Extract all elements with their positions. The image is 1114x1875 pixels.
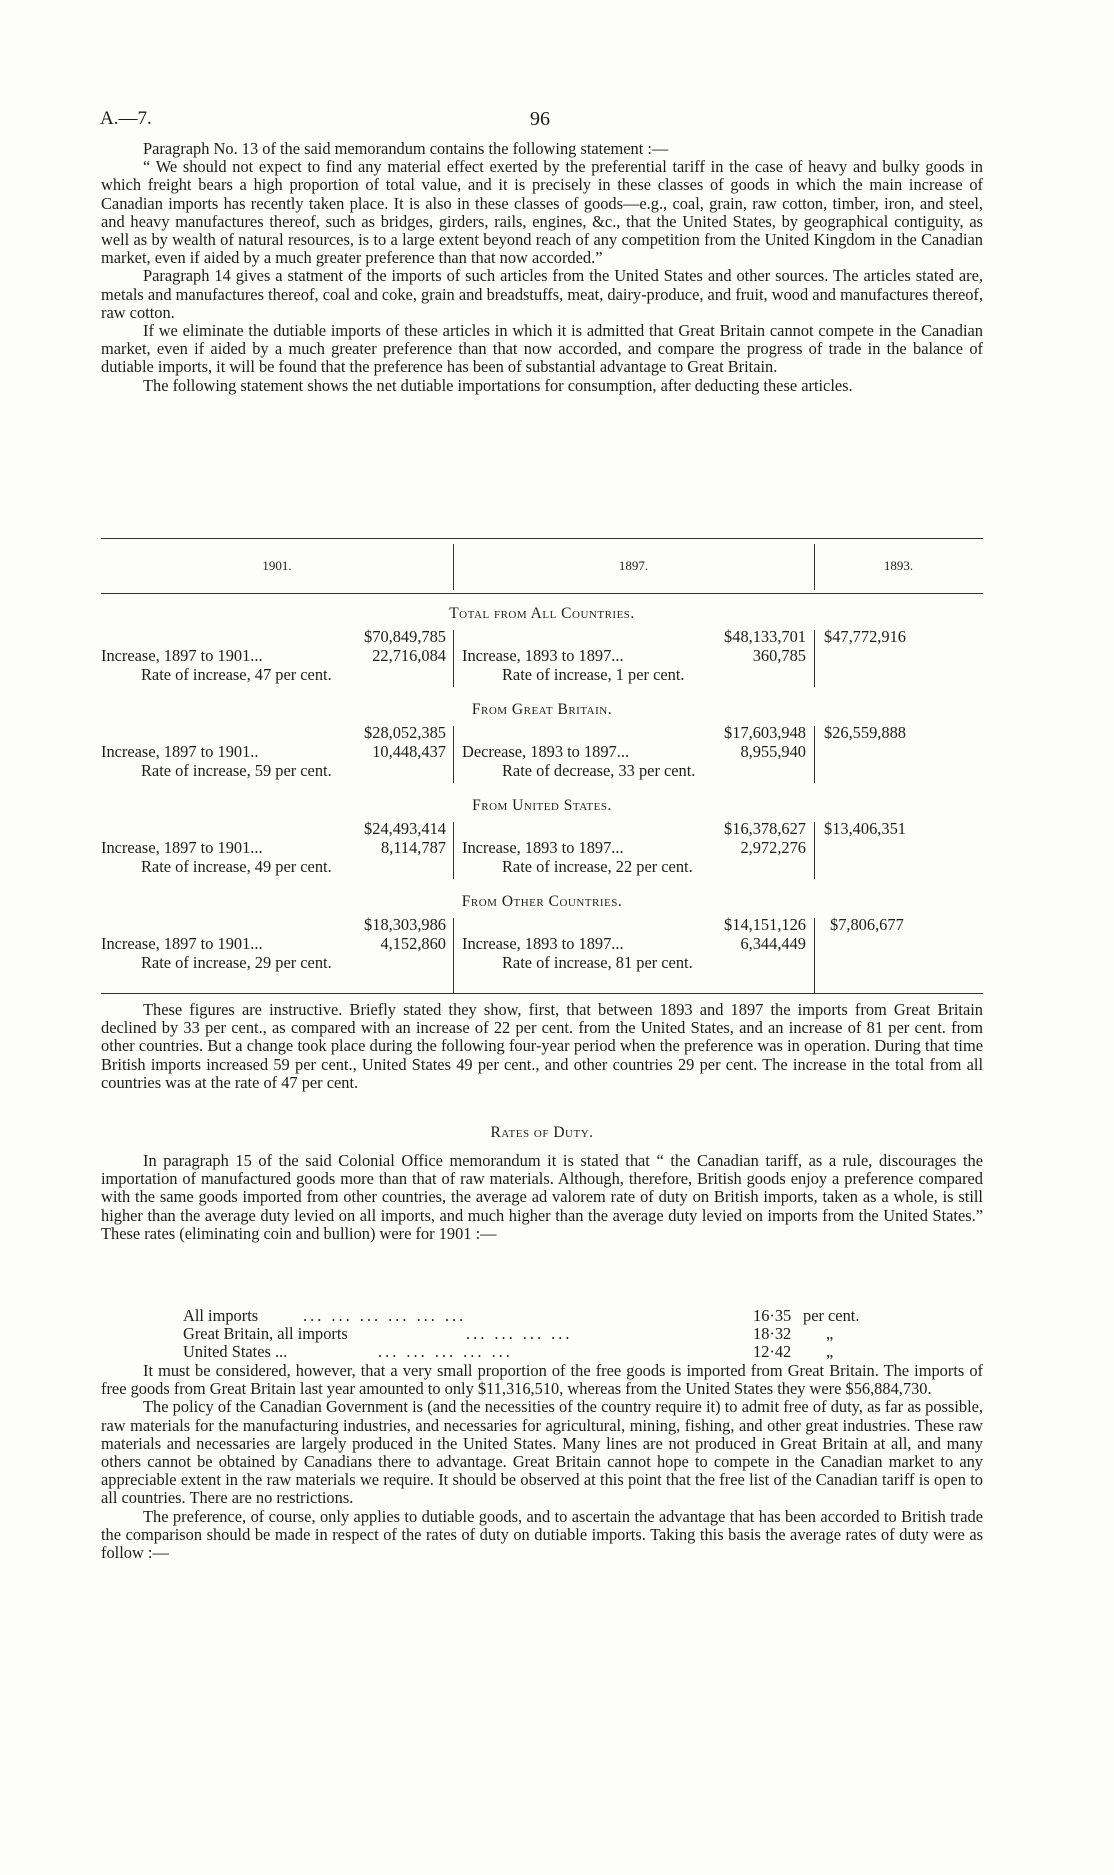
duty-rates-list <box>183 1307 903 1362</box>
rates-of-duty-heading: Rates of Duty. <box>490 1124 594 1141</box>
rate-label: Great Britain, all imports <box>183 1324 348 1344</box>
cell-1901 <box>101 723 446 780</box>
rates-text <box>101 1152 983 1243</box>
rate-text: Rate of increase, 49 per cent. <box>141 857 332 876</box>
column-divider <box>814 726 815 783</box>
rate-label: United States ... <box>183 1342 288 1362</box>
column-divider <box>453 918 454 993</box>
change-label: Increase, 1897 to 1901... <box>101 646 263 665</box>
change-value: 4,152,860 <box>380 934 446 953</box>
section-title: From United States. <box>472 797 612 814</box>
column-header-1893: 1893. <box>883 558 914 573</box>
paragraph: Paragraph No. 13 of the said memorandum contains the following statement :— <box>143 139 669 158</box>
total-value: $16,378,627 <box>724 819 806 838</box>
paragraph: These figures are instructive. Briefly stated they show, first, that between 1893 and 1897 the imports from Great Britain declined by 33 per cent., as compared with an increase of 22 per cent. from the United States, and an increase of 81 per cent. from other countries. But a change took place during the following four-year period when the preference was in operation. During that time British imports increased 59 per cent., United States 49 per cent., and other countries 29 per cent. The increase in the total from all countries was at the rate of 47 per cent. <box>101 1000 983 1092</box>
column-header-1897: 1897. <box>618 558 649 573</box>
cell-1897 <box>462 627 806 684</box>
change-label: Increase, 1893 to 1897... <box>462 646 624 665</box>
column-divider <box>814 918 815 993</box>
change-value: 8,114,787 <box>381 838 446 857</box>
intro-text <box>101 140 983 395</box>
rate-unit: per cent. <box>803 1306 860 1325</box>
quotation-paragraph: “ We should not expect to find any material effect exerted by the preferential tariff in the case of heavy and bulky goods in which freight bears a high proportion of total value, and it is precisely in these classes of goods in which the main increase of Canadian imports has recently taken place. It is also in these classes of goods—e.g., coal, grain, raw cotton, timber, iron, and steel, and heavy manufactures thereof, such as bridges, girders, rails, engines, &c., that the United States, by geographical contiguity, as well as by wealth of natural resources, is to a large extent beyond reach of any competition from the United Kingdom in the Canadian market, even if aided by a much greater preference than that now accorded.” <box>101 157 983 268</box>
rate-label: All imports <box>183 1306 259 1325</box>
cell-1893: $7,806,677 <box>830 915 904 934</box>
rate-text: Rate of increase, 59 per cent. <box>141 761 332 780</box>
total-value: $24,493,414 <box>364 819 446 838</box>
change-label: Decrease, 1893 to 1897... <box>462 742 630 761</box>
document-reference: A.—7. <box>100 108 152 129</box>
section-title: From Other Countries. <box>461 893 623 910</box>
rate-value: 12·42 <box>753 1342 792 1362</box>
analysis-text <box>101 1001 983 1092</box>
cell-1901 <box>101 915 446 972</box>
rate-row <box>183 1343 903 1361</box>
paragraph: The following statement shows the net dutiable importations for consumption, after deducting these articles. <box>143 375 853 395</box>
page-number: 96 <box>530 108 550 130</box>
leader-dots: ... ... ... ... ... <box>378 1342 513 1362</box>
rate-text: Rate of increase, 81 per cent. <box>502 953 693 972</box>
cell-1901 <box>101 627 446 684</box>
leader-dots: ... ... ... ... ... ... <box>303 1306 467 1325</box>
leader-dots: ... ... ... ... <box>466 1324 573 1344</box>
rate-text: Rate of increase, 29 per cent. <box>141 953 332 972</box>
change-value: 360,785 <box>752 646 806 665</box>
cell-1897 <box>462 723 806 780</box>
paragraph: In paragraph 15 of the said Colonial Office memorandum it is stated that “ the Canadian tariff, as a rule, discourages the importation of manufactured goods more than that of raw materials. Although, therefore, British goods enjoy a preference compared with the same goods imported from other countries, the average ad valorem rate of duty on British imports, taken as a whole, is still higher than the average duty levied on all imports, and much higher than the average duty levied on imports from the United States.” These rates (eliminating coin and bullion) were for 1901 :— <box>101 1151 983 1243</box>
table-top-rule <box>101 538 983 539</box>
rate-row <box>183 1325 903 1343</box>
paragraph: If we eliminate the dutiable imports of these articles in which it is admitted that Great Britain cannot compete in the Canadian market, even if aided by a much greater preference than that now accorded, and compare the progress of trade in the balance of dutiable imports, it will be found that the preference has been of substantial advantage to Great Britain. <box>101 321 983 377</box>
change-value: 8,955,940 <box>740 742 806 761</box>
total-value: $17,603,948 <box>724 723 806 742</box>
total-value: $48,133,701 <box>724 627 806 646</box>
rate-row <box>183 1307 903 1325</box>
table-header-rule <box>101 593 983 594</box>
table-bottom-rule <box>101 993 983 994</box>
rate-value: 18·32 <box>753 1324 792 1344</box>
change-label: Increase, 1893 to 1897... <box>462 838 624 857</box>
column-divider <box>453 726 454 783</box>
change-value: 10,448,437 <box>372 742 446 761</box>
column-header-1901: 1901. <box>262 558 292 573</box>
section-title: From Great Britain. <box>471 701 613 718</box>
paragraph: Paragraph 14 gives a statment of the imports of such articles from the United States and other sources. The articles stated are, metals and manufactures thereof, coal and coke, grain and breadstuffs, meat, dairy-produce, and fruit, wood and manufactures thereof, raw cotton. <box>101 266 983 322</box>
rate-text: Rate of increase, 1 per cent. <box>502 665 685 684</box>
rate-unit: „ <box>826 1324 834 1344</box>
closing-text <box>101 1362 983 1562</box>
paragraph: It must be considered, however, that a very small proportion of the free goods is imported from Great Britain. The imports of free goods from Great Britain last year amounted to only $11,316,510, whereas from the United States they were $56,884,730. <box>101 1361 983 1399</box>
change-value: 6,344,449 <box>740 934 806 953</box>
rate-unit: „ <box>826 1342 834 1362</box>
section-title: Total from All Countries. <box>449 605 635 622</box>
cell-1893: $13,406,351 <box>824 819 906 838</box>
total-value: $18,303,986 <box>364 915 446 934</box>
change-label: Increase, 1897 to 1901.. <box>101 742 259 761</box>
cell-1893: $47,772,916 <box>824 627 906 646</box>
change-value: 2,972,276 <box>740 838 806 857</box>
total-value: $28,052,385 <box>364 723 446 742</box>
cell-1897 <box>462 915 806 972</box>
rate-text: Rate of increase, 22 per cent. <box>502 857 693 876</box>
cell-1901 <box>101 819 446 876</box>
paragraph: The preference, of course, only applies to dutiable goods, and to ascertain the advantage that has been accorded to British trade the comparison should be made in respect of the rates of duty on dutiable imports. Taking this basis the average rates of duty were as follow :— <box>101 1506 983 1563</box>
column-divider <box>814 822 815 879</box>
column-divider <box>453 822 454 879</box>
change-label: Increase, 1897 to 1901... <box>101 838 263 857</box>
rate-text: Rate of decrease, 33 per cent. <box>502 761 696 780</box>
change-value: 22,716,084 <box>372 646 446 665</box>
column-divider <box>814 630 815 687</box>
change-label: Increase, 1897 to 1901... <box>101 934 263 953</box>
rate-text: Rate of increase, 47 per cent. <box>141 665 332 684</box>
total-value: $70,849,785 <box>364 627 446 646</box>
column-divider <box>453 630 454 687</box>
cell-1897 <box>462 819 806 876</box>
total-value: $14,151,126 <box>724 915 806 934</box>
cell-1893: $26,559,888 <box>824 723 906 742</box>
rate-value: 16·35 <box>753 1306 792 1325</box>
paragraph: The policy of the Canadian Government is (and the necessities of the country require it) to admit free of duty, as far as possible, raw materials for the manufacturing industries, and necessaries for agricultural, mining, fishing, and other great industries. These raw materials and necessaries are largely produced in the United States. Many lines are not produced in Great Britain at all, and many others cannot be obtained by Canadians there to advantage. Great Britain cannot hope to compete in the Canadian market to any appreciable extent in the raw materials we require. It should be observed at this point that the free list of the Canadian tariff is open to all countries. There are no restrictions. <box>101 1397 983 1508</box>
change-label: Increase, 1893 to 1897... <box>462 934 624 953</box>
